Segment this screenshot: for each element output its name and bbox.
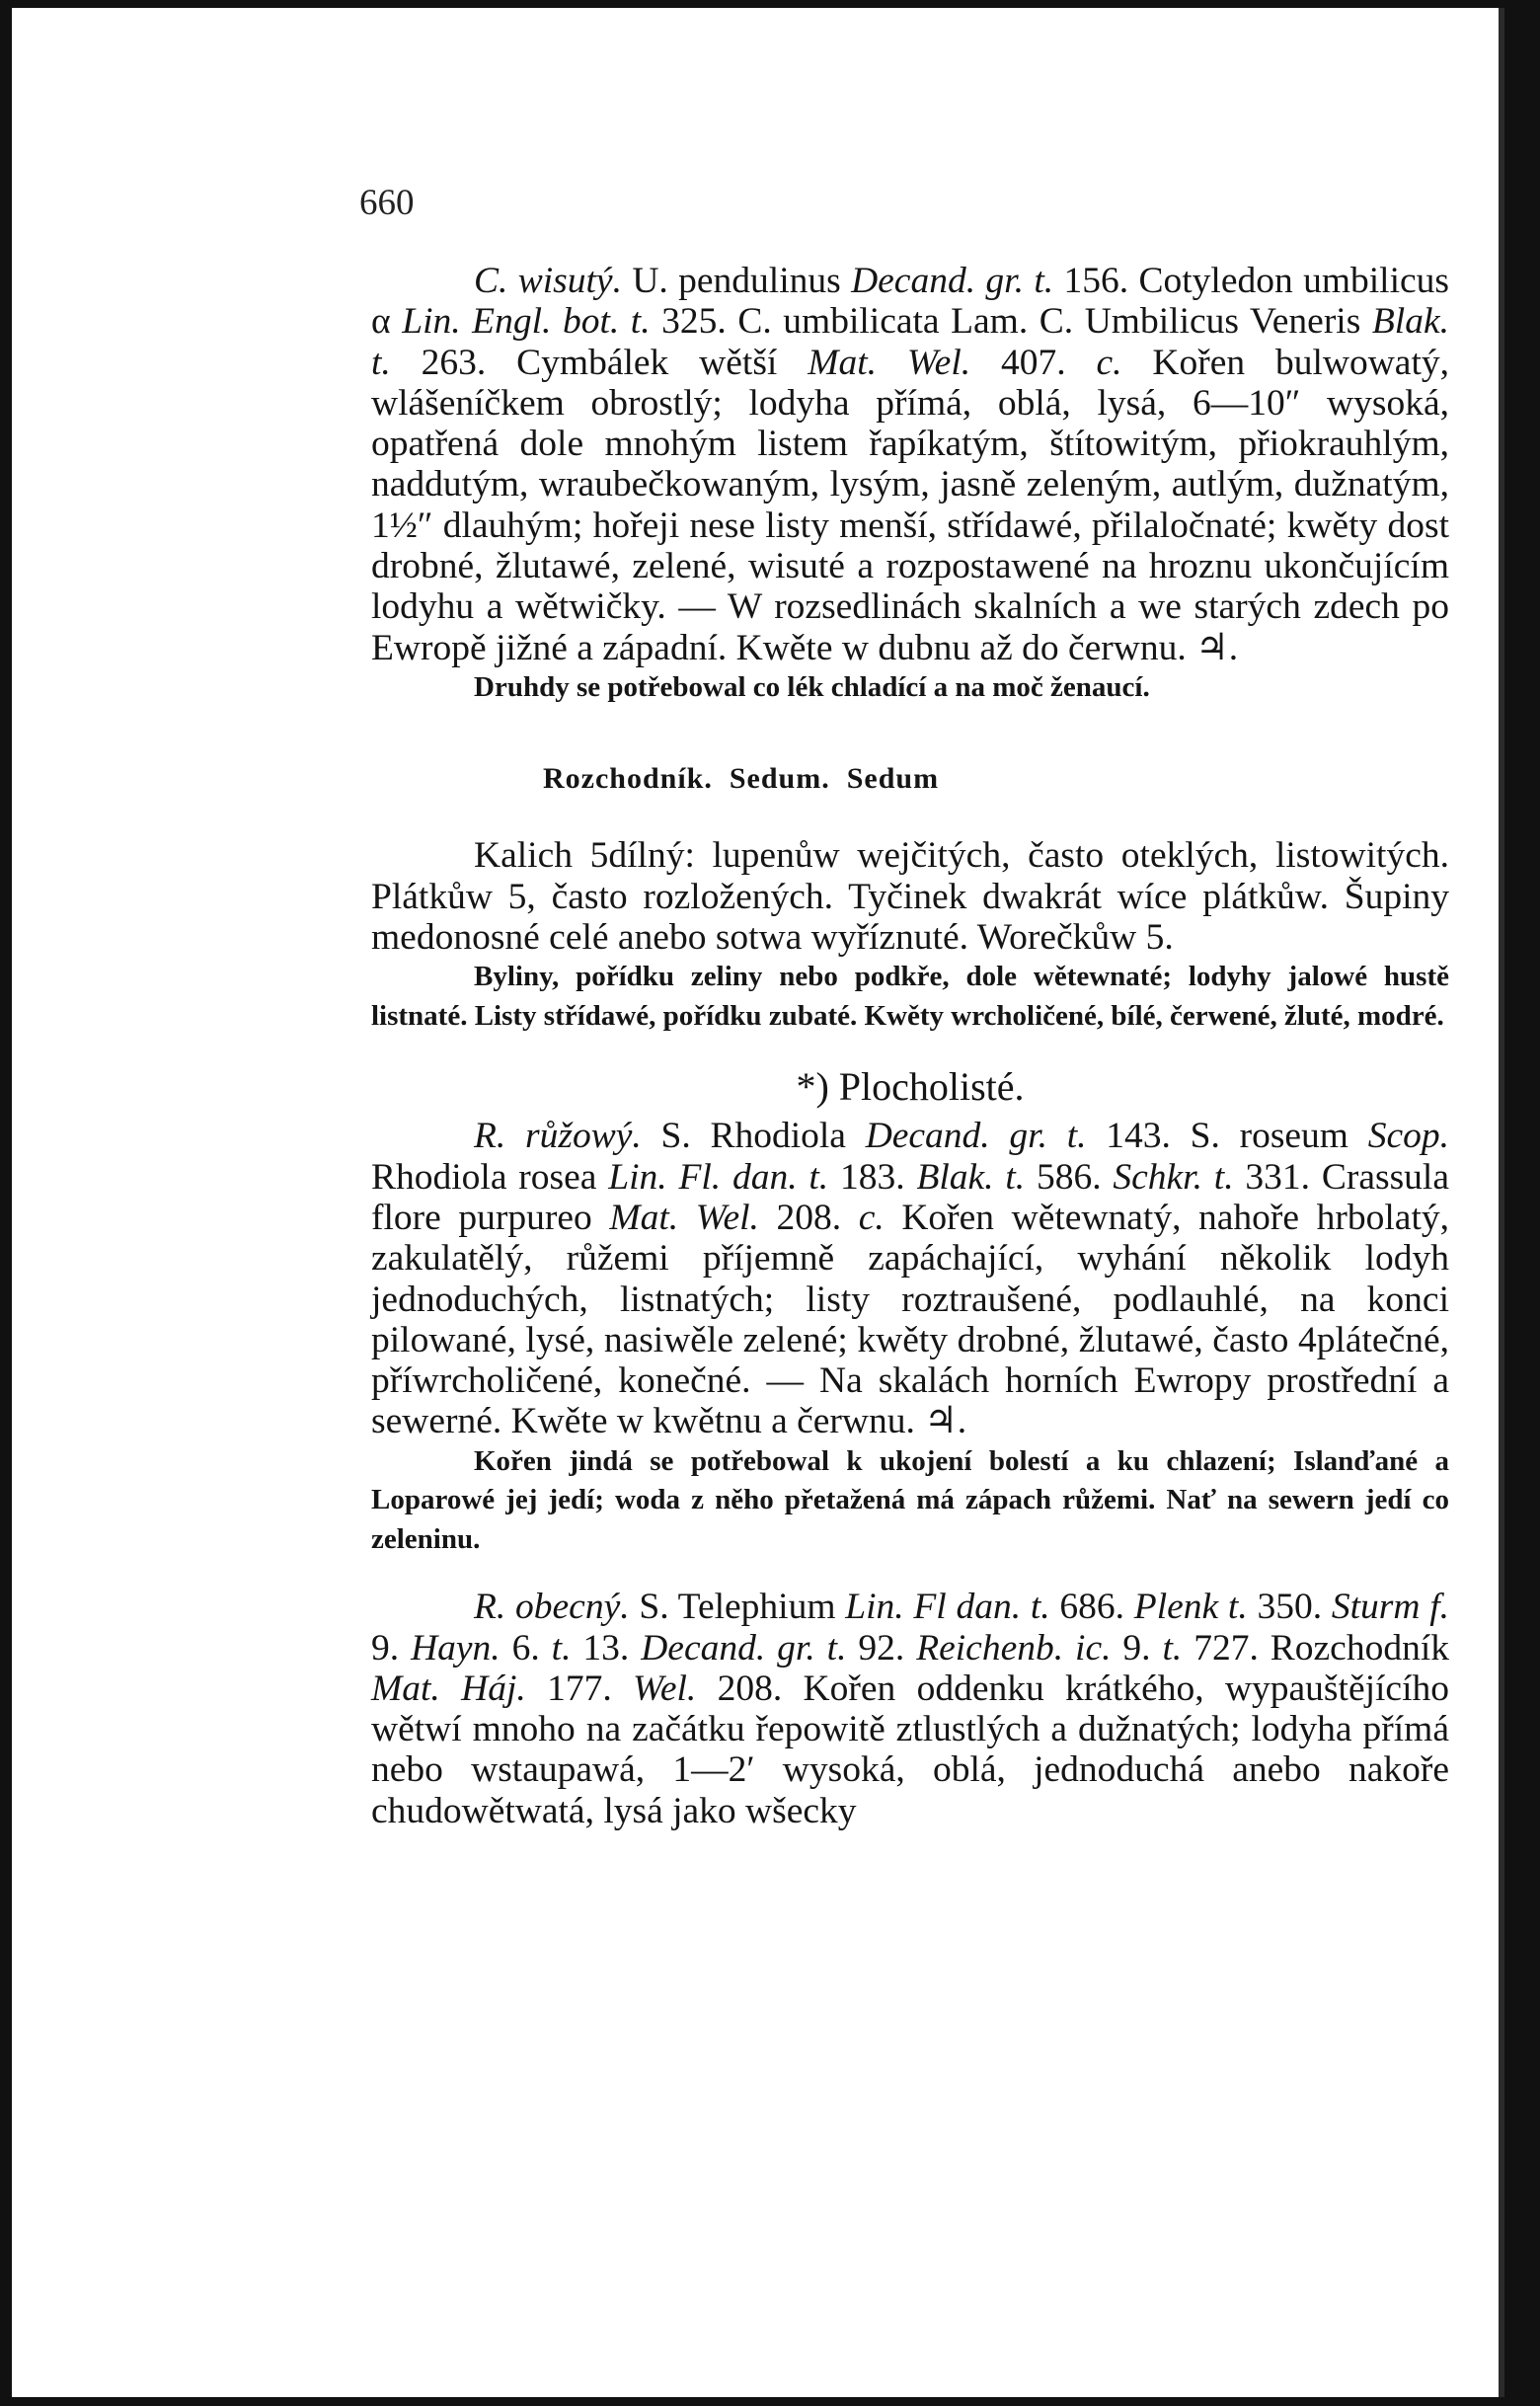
entry-c-wisuty: C. wisutý. U. pendulinus Decand. gr. t. 156. Cotyledon umbilicus α Lin. Engl. bot. t. 325. C. umbilicata Lam. C. Umbilicus Veneris Blak. t. 263. Cymbálek wětší Mat. Wel. 407. c. Kořen bulwowatý, wlášeníčkem obrostlý; lodyha přímá, oblá, lysá, 6—10″ wysoká, opatřená dole mnohým listem řapíkatým, štítowitým, přiokrauhlým, naddutým, wraubečkowaným, lysým, jasně zeleným, autlým, dužnatým, 1½″ dlauhým; hořeji nese listy menší, střídawé, přilaločnaté; kwěty dost drobné, žlutawé, zelené, wisuté a rozpostawené na hroznu ukončujícím lodyhu a wětwičky. — W rozsedlinách skalních a we starých zdech po Ewropě jižné a západní. Kwěte w dubnu až do čerwnu. ♃. [371, 261, 1449, 668]
page-text [371, 261, 1449, 1831]
book-page [12, 8, 1504, 2397]
entry-r-ruzowy: R. růžowý. S. Rhodiola Decand. gr. t. 143. S. roseum Scop. Rhodiola rosea Lin. Fl. dan. t. 183. Blak. t. 586. Schkr. t. 331. Crassula flore purpureo Mat. Wel. 208. c. Kořen wětewnatý, nahoře hrbolatý, zakulatělý, růžemi příjemně zapáchající, wyhání několik lodyh jednoduchých, listnatých; listy roztraušené, podlauhlé, na konci pilowané, lysé, nasiwěle zelené; kwěty drobné, žlutawé, často 4plátečné, příwrcholičené, konečné. — Na skalách horních Ewropy prostřední a sewerné. Kwěte w kwětnu a čerwnu. ♃. [371, 1116, 1449, 1442]
species-name: R. růžowý. [474, 1116, 642, 1157]
entry-note: Kořen jindá se potřebowal k ukojení bolestí a ku chlazení; Islanďané a Loparowé jej jedí; woda z něho přetažená má zápach růžemi. Nať na sewern jedí co zeleninu. [371, 1444, 1449, 1555]
page-number: 660 [359, 183, 415, 223]
section-heading: *) Plocholisté. [796, 1064, 1025, 1110]
genus-note: Byliny, pořídku zeliny nebo podkře, dole wětewnaté; lodyhy jalowé hustě listnaté. Listy střídawé, pořídku zubaté. Kwěty wrcholičené, bílé, čerwené, žluté, modré. [371, 961, 1449, 1032]
entry-note: Druhdy se potřebowal co lék chladící a na moč ženaucí. [474, 670, 1150, 703]
genus-heading: Rozchodník. Sedum. Sedum [543, 762, 940, 796]
entry-r-obecny: R. obecný. S. Telephium Lin. Fl dan. t. 686. Plenk t. 350. Sturm f. 9. Hayn. 6. t. 13. Decand. gr. t. 92. Reichenb. ic. 9. t. 727. Rozchodník Mat. Háj. 177. Wel. 208. Kořen oddenku krátkého, wypauštějícího wětwí mnoho na začátku řepowitě ztlustlých a dužnatých; lodyha přímá nebo wstaupawá, 1—2′ wysoká, oblá, jednoduchá anebo nakoře chudowětwatá, lysá jako wšecky [371, 1587, 1450, 1831]
species-name: R. obecný. [474, 1587, 630, 1628]
species-name: C. wisutý. [474, 261, 622, 301]
genus-description: Kalich 5dílný: lupenůw wejčitých, často oteklých, listowitých. Plátkůw 5, často rozložených. Tyčinek dwakrát wíce plátkůw. Šupiny medonosné celé anebo sotwa wyříznuté. Worečkůw 5. [371, 835, 1449, 959]
